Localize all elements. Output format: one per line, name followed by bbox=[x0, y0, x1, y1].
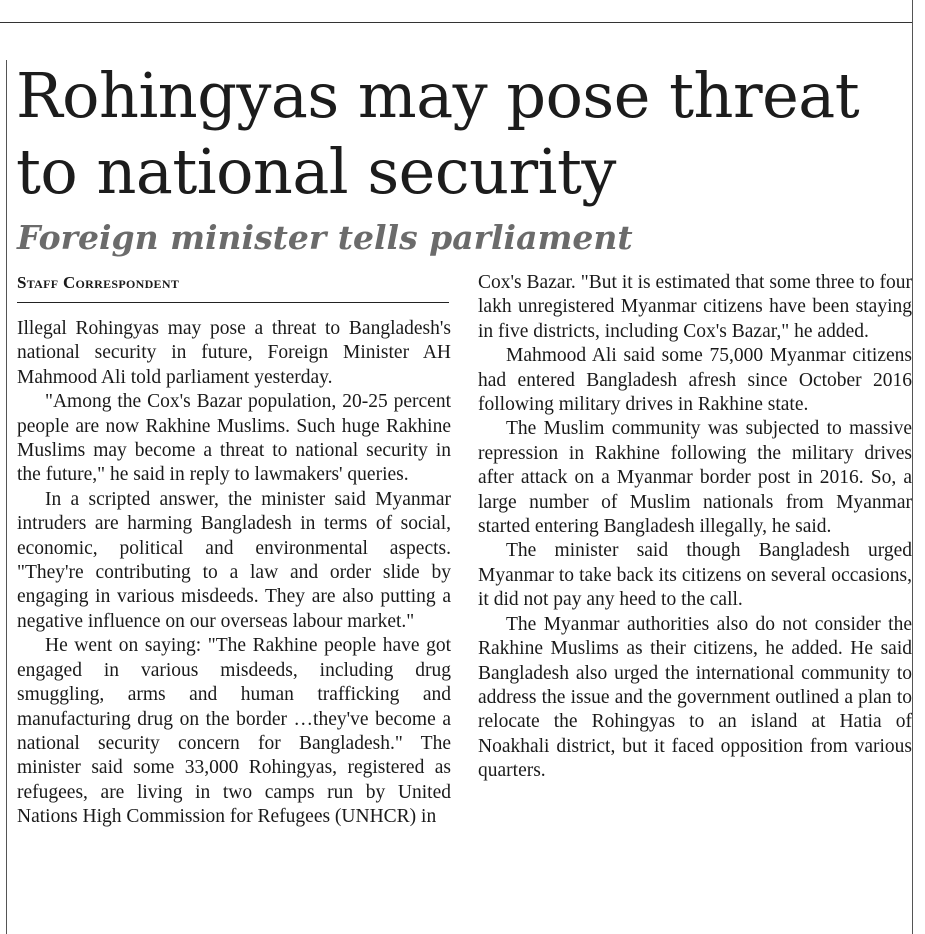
paragraph: The minister said though Bangladesh urged Myanmar to take back its citizens on several occasions, it did not pay any heed to the call. bbox=[478, 540, 912, 611]
headline: Rohingyas may pose threat to national security bbox=[16, 59, 860, 208]
top-clipped-strip bbox=[0, 0, 925, 10]
paragraph: Illegal Rohingyas may pose a threat to Bangladesh's national security in future, Foreign Minister AH Mahmood Ali told parliament yesterday. bbox=[17, 318, 451, 388]
article-column-right bbox=[478, 271, 912, 934]
paragraph: "Among the Cox's Bazar population, 20-25 percent people are now Rakhine Muslims. Such huge Rakhine Muslims may become a threat to national security in the future," he said in reply to lawmakers' queries. bbox=[17, 391, 451, 486]
subheadline: Foreign minister tells parliament bbox=[17, 218, 633, 257]
byline-divider bbox=[17, 302, 449, 303]
right-column-rule bbox=[912, 0, 913, 934]
paragraph: Mahmood Ali said some 75,000 Myanmar citizens had entered Bangladesh afresh since October 2016 following military drives in Rakhine state. bbox=[478, 345, 912, 416]
paragraph: Cox's Bazar. "But it is estimated that some three to four lakh unregistered Myanmar citizens have been staying in five districts, including Cox's Bazar," he added. bbox=[478, 272, 912, 342]
paragraph: He went on saying: "The Rakhine people have got engaged in various misdeeds, including drug smuggling, arms and human trafficking and manufacturing drug on the border …they've become a national security concern for Bangladesh." The minister said some 33,000 Rohingyas, registered as refugees, are living in two camps run by United Nations High Commission for Refugees (UNHCR) in bbox=[17, 635, 451, 828]
top-divider bbox=[0, 22, 912, 23]
article-column-left bbox=[17, 317, 451, 934]
paragraph: The Muslim community was subjected to massive repression in Rakhine following the military drives after attack on a Myanmar border post in 2016. So, a large number of Muslim nationals from Myanmar started entering Bangladesh illegally, he said. bbox=[478, 418, 912, 538]
byline: Staff Correspondent bbox=[17, 273, 180, 292]
paragraph: In a scripted answer, the minister said Myanmar intruders are harming Bangladesh in terms of social, economic, political and environmental aspects. "They're contributing to a law and order slide by engaging in various misdeeds. They are also putting a negative influence on our overseas labour market." bbox=[17, 488, 451, 632]
left-column-rule bbox=[6, 60, 7, 934]
paragraph: The Myanmar authorities also do not consider the Rakhine Muslims as their citizens, he added. He said Bangladesh also urged the international community to address the issue and the government outlined a plan to relocate the Rohingyas to an island at Hatia of Noakhali district, but it faced opposition from various quarters. bbox=[478, 613, 912, 782]
